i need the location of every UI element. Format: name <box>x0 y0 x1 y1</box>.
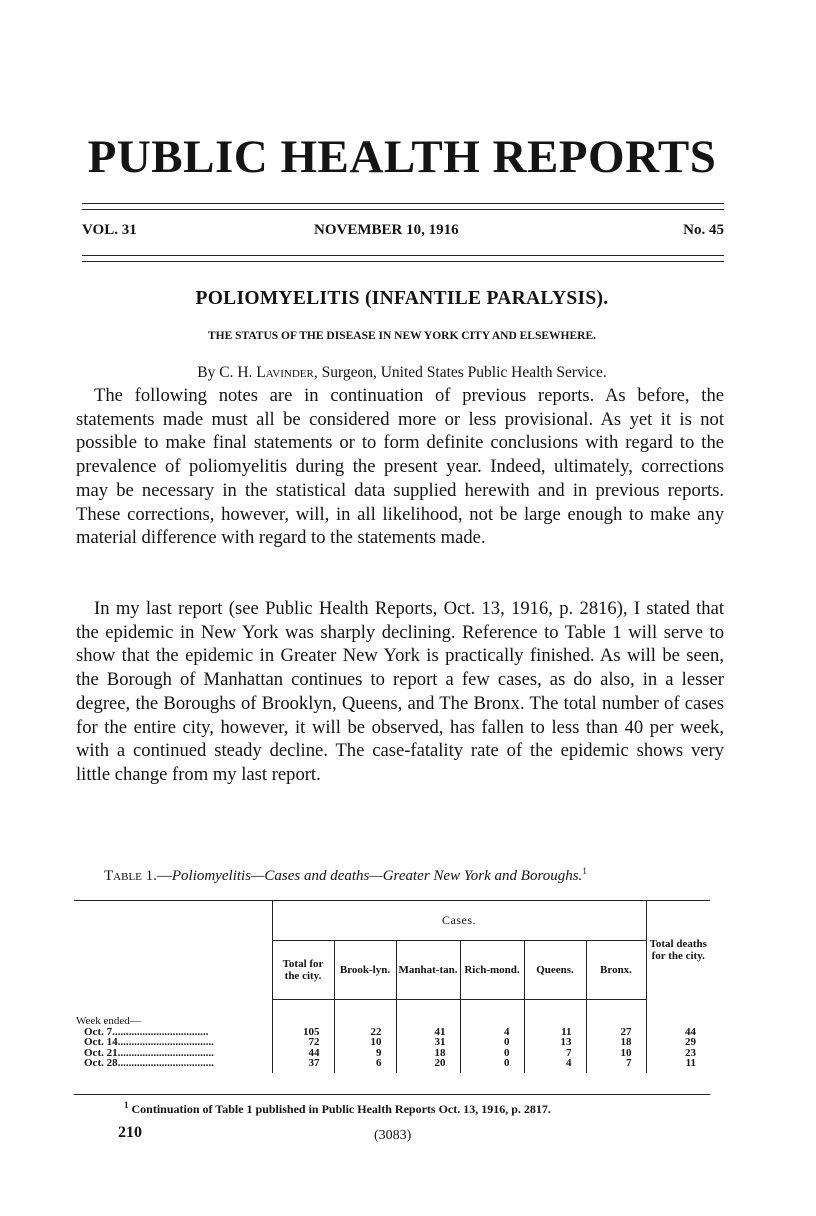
table-row <box>74 1037 710 1048</box>
row-label-text: Oct. 14 <box>84 1037 118 1048</box>
header-brooklyn: Brook-lyn. <box>334 941 396 1000</box>
cell-total-deaths: 23 <box>646 1048 710 1059</box>
blank-cell <box>334 1016 396 1027</box>
footnote-mark: 1 <box>124 1100 129 1110</box>
blank-cell <box>646 1016 710 1027</box>
volume-label: VOL. 31 <box>82 222 137 238</box>
blank-cell <box>272 1016 334 1027</box>
stub-heading-cell <box>74 1016 272 1027</box>
row-label-cell <box>74 1058 272 1073</box>
blank-cell <box>586 1016 646 1027</box>
blank-cell <box>524 1016 586 1027</box>
article-subtitle: THE STATUS OF THE DISEASE IN NEW YORK CITY AND ELSEWHERE. <box>207 330 596 342</box>
dot-leader: ................................... <box>117 1037 214 1048</box>
cell-total-cases: 72 <box>272 1037 334 1048</box>
issue-date: NOVEMBER 10, 1916 <box>314 222 459 238</box>
table-row <box>74 1048 710 1059</box>
cell-manhattan: 18 <box>396 1048 460 1059</box>
cell-total-cases: 37 <box>272 1058 334 1073</box>
cell-bronx: 7 <box>586 1058 646 1073</box>
dot-leader: ................................... <box>117 1058 214 1069</box>
cell-total-cases: 44 <box>272 1048 334 1059</box>
cell-brooklyn: 6 <box>334 1058 396 1073</box>
row-label <box>74 1037 272 1048</box>
masthead-rule-top-thin <box>82 209 724 210</box>
header-queens: Queens. <box>524 941 586 1000</box>
row-label <box>74 1058 272 1069</box>
stub-header <box>74 900 272 1000</box>
header-total-deaths: Total deaths for the city. <box>646 900 710 1000</box>
data-table <box>74 900 710 1073</box>
row-label-cell <box>74 1037 272 1048</box>
cell-bronx: 18 <box>586 1037 646 1048</box>
cell-queens: 13 <box>524 1037 586 1048</box>
row-label-text: Oct. 28 <box>84 1058 118 1069</box>
spacer-cell <box>272 1000 334 1017</box>
masthead-rule-bottom-thin <box>82 255 724 256</box>
cell-bronx: 27 <box>586 1027 646 1038</box>
cell-total-deaths: 44 <box>646 1027 710 1038</box>
stub-heading: Week ended— <box>76 1015 141 1027</box>
header-total-cases: Total for the city. <box>272 941 334 1000</box>
spacer-cell <box>586 1000 646 1017</box>
header-richmond: Rich-mond. <box>460 941 524 1000</box>
cell-queens: 4 <box>524 1058 586 1073</box>
table-caption-number: 1.— <box>141 868 172 884</box>
masthead-rule-bottom <box>82 261 724 262</box>
cell-brooklyn: 10 <box>334 1037 396 1048</box>
cell-total-deaths: 11 <box>646 1058 710 1073</box>
row-label <box>74 1027 272 1038</box>
dot-leader: ................................... <box>112 1026 209 1037</box>
table-row <box>74 1058 710 1073</box>
paragraph-2: In my last report (see Public Health Reports, Oct. 13, 1916, p. 2816), I stated that the epidemic in New York was sharply declining. Reference to Table 1 will serve to show that the epidemic in Greater New York is practically finished. As will be seen, the Borough of Manhattan continues to report a few cases, as do also, in a lesser degree, the Boroughs of Brooklyn, Queens, and The Bronx. The total number of cases for the entire city, however, it will be observed, has fallen to less than 40 per week, with a continued steady decline. The case-fatality rate of the epidemic shows very little change from my last report. <box>76 598 724 785</box>
footnote-text: Continuation of Table 1 published in Public Health Reports Oct. 13, 1916, p. 2817. <box>128 1102 551 1116</box>
article-byline <box>80 364 724 382</box>
row-label-text: Oct. 21 <box>84 1047 118 1058</box>
cell-brooklyn: 22 <box>334 1027 396 1038</box>
table-row <box>74 1027 710 1038</box>
author-name: Lavinder <box>256 364 314 381</box>
sequence-number: (3083) <box>374 1128 412 1143</box>
table-spacer-row <box>74 1000 710 1017</box>
article-title: POLIOMYELITIS (INFANTILE PARALYSIS). <box>195 288 609 309</box>
table-caption-label: Table <box>104 868 142 884</box>
cell-manhattan: 31 <box>396 1037 460 1048</box>
row-label-cell <box>74 1027 272 1038</box>
header-row-top <box>74 900 710 941</box>
dot-leader: ................................... <box>117 1047 214 1058</box>
byline-prefix: By C. H. <box>197 364 257 381</box>
cases-header: Cases. <box>272 900 646 941</box>
spacer-cell <box>646 1000 710 1017</box>
spacer-cell <box>74 1000 272 1017</box>
cell-richmond: 0 <box>460 1037 524 1048</box>
cell-queens: 7 <box>524 1048 586 1059</box>
stub-heading-row <box>74 1016 710 1027</box>
blank-cell <box>460 1016 524 1027</box>
cell-manhattan: 20 <box>396 1058 460 1073</box>
row-label-text: Oct. 7 <box>84 1026 113 1037</box>
table-footnote <box>124 1102 551 1117</box>
page-number: 210 <box>118 1124 142 1141</box>
cell-total-cases: 105 <box>272 1027 334 1038</box>
blank-cell <box>396 1016 460 1027</box>
row-label-cell <box>74 1048 272 1059</box>
issue-line <box>82 222 724 242</box>
journal-masthead: PUBLIC HEALTH REPORTS <box>87 131 717 183</box>
cell-manhattan: 41 <box>396 1027 460 1038</box>
byline-suffix: , Surgeon, United States Public Health Service. <box>313 364 607 381</box>
paragraph-1: The following notes are in continuation of previous reports. As before, the statements made must all be considered more or less provisional. As yet it is not possible to make final statements or to form definite conclusions with regard to the prevalence of poliomyelitis during the present year. Indeed, ultimately, corrections may be necessary in the statistical data supplied herewith and in previous reports. These corrections, however, will, in all likelihood, not be large enough to make any material difference with regard to the statements made. <box>76 385 724 549</box>
table-caption-footnote-mark: 1 <box>582 866 587 876</box>
spacer-cell <box>524 1000 586 1017</box>
spacer-cell <box>334 1000 396 1017</box>
spacer-cell <box>460 1000 524 1017</box>
cell-brooklyn: 9 <box>334 1048 396 1059</box>
cell-richmond: 4 <box>460 1027 524 1038</box>
header-manhattan: Manhat-tan. <box>396 941 460 1000</box>
cell-bronx: 10 <box>586 1048 646 1059</box>
cell-total-deaths: 29 <box>646 1037 710 1048</box>
table-rule-bottom <box>74 1094 710 1095</box>
header-bronx: Bronx. <box>586 941 646 1000</box>
masthead-rule-top <box>82 203 724 204</box>
table-caption-text: Poliomyelitis—Cases and deaths—Greater New York and Boroughs. <box>171 868 583 884</box>
table-caption <box>104 868 587 885</box>
cell-queens: 11 <box>524 1027 586 1038</box>
issue-number: No. 45 <box>683 222 724 238</box>
spacer-cell <box>396 1000 460 1017</box>
cases-deaths-table <box>74 900 710 1073</box>
row-label <box>74 1048 272 1059</box>
cell-richmond: 0 <box>460 1058 524 1073</box>
cell-richmond: 0 <box>460 1048 524 1059</box>
